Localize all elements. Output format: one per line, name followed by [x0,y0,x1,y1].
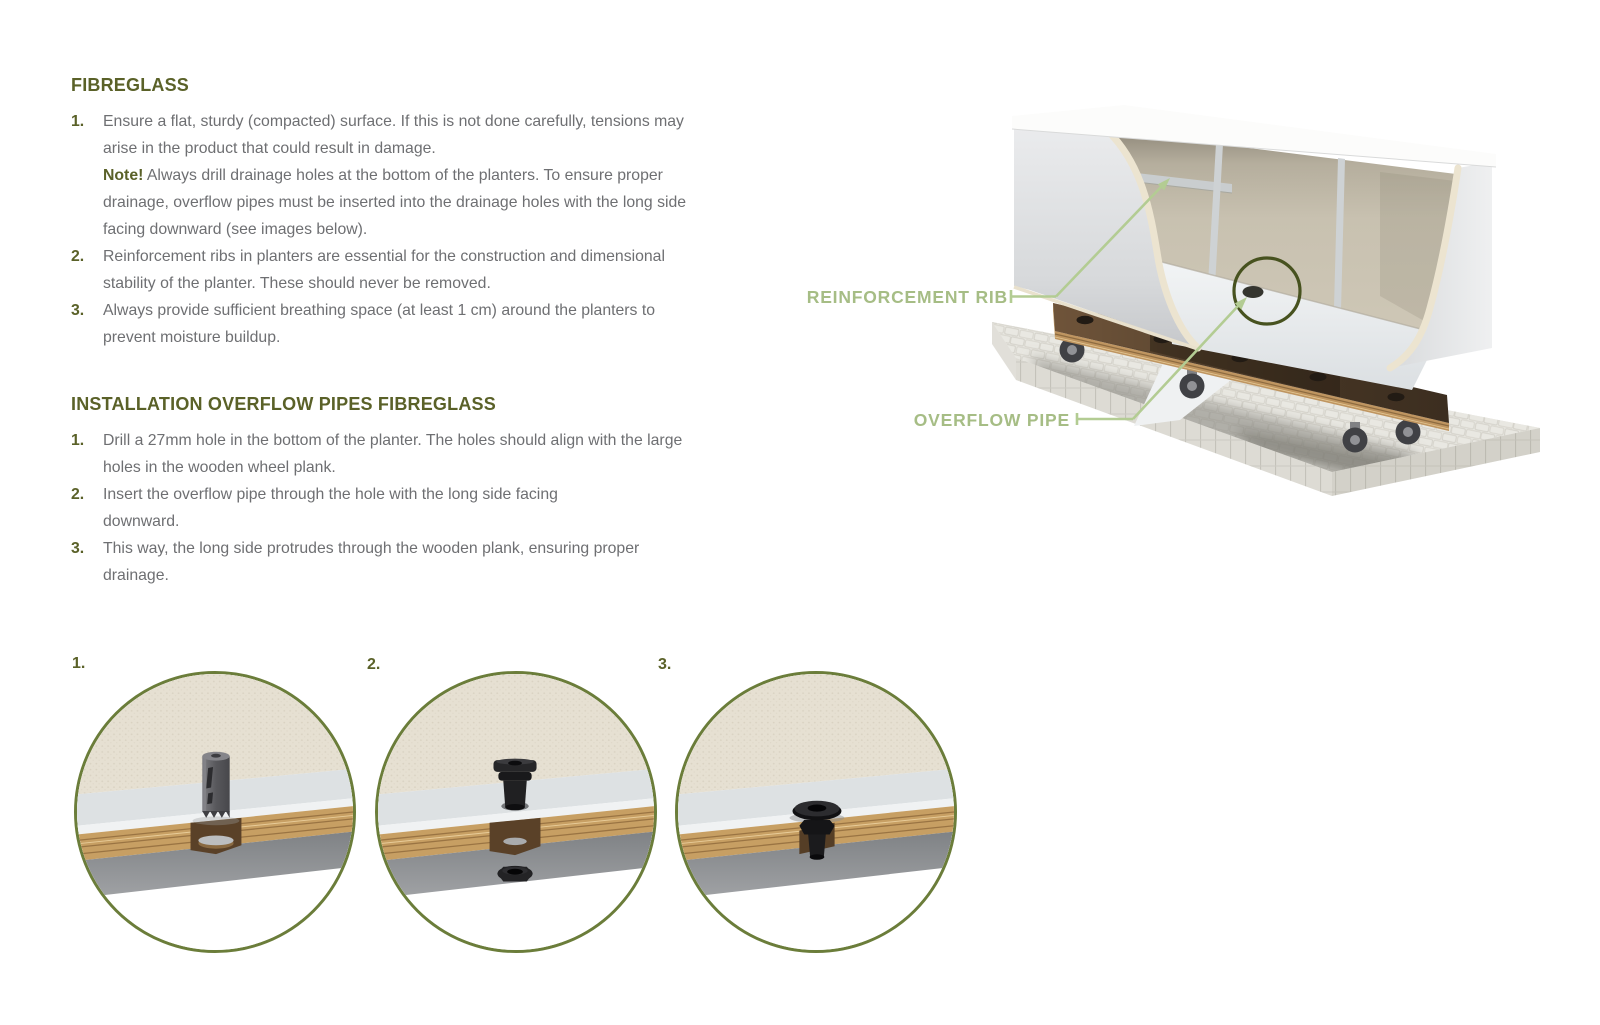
item-number: 3. [71,540,85,557]
list-item [71,535,696,589]
section [71,74,696,351]
figure-1-number: 1. [72,655,86,672]
item-text: Ensure a flat, sturdy (compacted) surface. If this is not done carefully, tensions may arise in the product that could result in damage. Note! Always drill drainage holes at the bottom of the planters. To ensure proper drainage, overflow pipes must be inserted into the drainage holes with the long side facing downward (see images below). [103,113,687,238]
list-item [71,297,696,351]
item-text: Always provide sufficient breathing space (at least 1 cm) around the planters to prevent moisture buildup. [103,302,656,346]
item-number: 1. [71,113,85,130]
label-reinforcement-rib: REINFORCEMENT RIB [806,287,1008,307]
figure-2-number: 2. [367,656,381,673]
figure-2-insert-pipe [375,671,657,953]
hole-saw-icon [202,752,229,818]
section [71,393,696,589]
list-item [71,108,696,243]
section-heading: FIBREGLASS [71,75,190,95]
item-text: Insert the overflow pipe through the hole with the long side facing downward. [103,486,558,530]
label-overflow-pipe: OVERFLOW PIPE [913,410,1070,430]
item-number: 2. [71,248,85,265]
pipe-nut-icon [497,866,532,882]
item-text: Drill a 27mm hole in the bottom of the planter. The holes should align with the large holes in the wooden wheel plank. [103,432,683,476]
figure-1-drill-hole [74,671,356,953]
list-item [71,481,696,535]
list-item [71,243,696,297]
item-text: This way, the long side protrudes through the wooden plank, ensuring proper drainage. [103,540,640,584]
figure-3-pipe-installed [675,671,957,953]
figure-3-number: 3. [658,656,672,673]
instructions [71,74,696,589]
item-text: Reinforcement ribs in planters are essential for the construction and dimensional stability of the planter. These should never be removed. [103,248,665,292]
drainage-hole [1243,286,1264,298]
item-number: 2. [71,486,85,503]
item-number: 3. [71,302,85,319]
section-heading: INSTALLATION OVERFLOW PIPES FIBREGLASS [71,394,496,414]
item-number: 1. [71,432,85,449]
planter-diagram [790,80,1570,520]
list-item [71,427,696,481]
